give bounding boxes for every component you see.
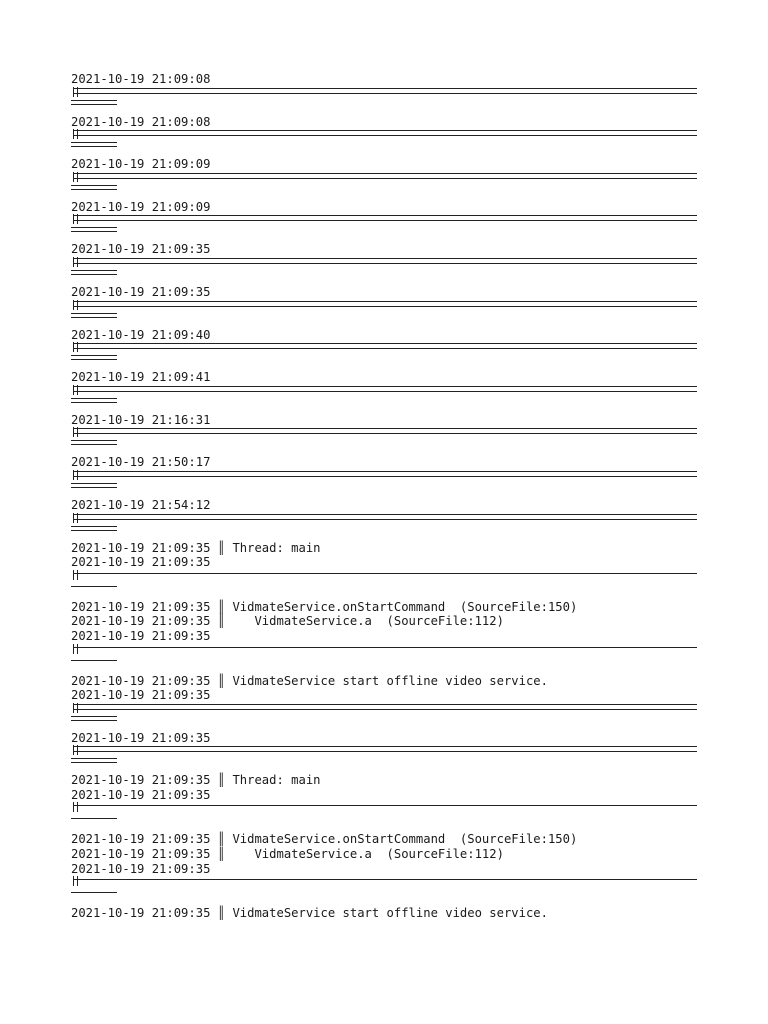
log-timestamp: 2021-10-19 21:09:35: [71, 614, 211, 629]
log-timestamp: 2021-10-19 21:09:35: [71, 599, 211, 614]
log-thread: Thread: main: [232, 773, 321, 788]
log-timestamp: 2021-10-19 21:09:08: [71, 72, 211, 86]
single-divider: [71, 802, 697, 818]
log-timestamp: 2021-10-19 21:09:35: [71, 773, 211, 788]
log-timestamp: 2021-10-19 21:09:35: [71, 861, 211, 876]
log-view: [71, 72, 697, 921]
log-timestamp: 2021-10-19 21:09:35: [71, 906, 211, 921]
double-divider: [71, 300, 697, 316]
double-divider: [71, 385, 697, 401]
log-thread: Thread: main: [232, 540, 321, 555]
log-stack-frame: VidmateService.onStartCommand (SourceFile:150): [232, 832, 578, 847]
log-timestamp: 2021-10-19 21:16:31: [71, 412, 211, 427]
log-separator: ║: [217, 847, 226, 862]
log-timestamp: 2021-10-19 21:09:35: [71, 555, 211, 570]
log-timestamp: 2021-10-19 21:09:35: [71, 540, 211, 555]
log-separator: ║: [217, 599, 226, 614]
log-message: VidmateService start offline video service.: [232, 906, 548, 921]
log-stack-frame: VidmateService.a (SourceFile:112): [232, 614, 504, 629]
double-divider: [71, 427, 697, 443]
log-stack-frame: VidmateService.a (SourceFile:112): [232, 847, 504, 862]
log-timestamp: 2021-10-19 21:09:41: [71, 370, 211, 385]
double-divider: [71, 172, 697, 188]
log-separator: ║: [217, 673, 226, 688]
log-line-thread: [71, 541, 697, 556]
log-message: VidmateService start offline video service.: [232, 673, 548, 688]
log-line-stack: [71, 600, 697, 615]
log-timestamp: 2021-10-19 21:54:12: [71, 497, 211, 512]
log-line-thread: [71, 773, 697, 788]
double-divider: [71, 257, 697, 273]
log-timestamp: 2021-10-19 21:09:40: [71, 327, 211, 342]
log-separator: ║: [217, 773, 226, 788]
log-timestamp: 2021-10-19 21:09:35: [71, 284, 211, 299]
log-timestamp: 2021-10-19 21:09:35: [71, 730, 211, 745]
log-line-message: [71, 906, 697, 921]
double-divider: [71, 470, 697, 486]
double-divider: [71, 129, 697, 145]
double-divider: [71, 513, 697, 529]
single-divider: [71, 644, 697, 660]
double-divider: [71, 745, 697, 761]
log-separator: ║: [217, 832, 226, 847]
log-timestamp: 2021-10-19 21:50:17: [71, 455, 211, 470]
single-divider: [71, 570, 697, 586]
log-timestamp: 2021-10-19 21:09:35: [71, 628, 211, 643]
log-separator: ║: [217, 614, 226, 629]
log-line-stack: [71, 614, 697, 629]
double-divider: [71, 703, 697, 719]
double-divider: [71, 214, 697, 230]
log-timestamp: 2021-10-19 21:09:35: [71, 847, 211, 862]
double-divider: [71, 87, 697, 103]
log-stack-frame: VidmateService.onStartCommand (SourceFile:150): [232, 599, 578, 614]
log-timestamp: 2021-10-19 21:09:35: [71, 787, 211, 802]
log-timestamp: 2021-10-19 21:09:35: [71, 832, 211, 847]
log-timestamp: 2021-10-19 21:09:08: [71, 114, 211, 129]
log-timestamp: 2021-10-19 21:09:35: [71, 242, 211, 257]
log-line-message: [71, 674, 697, 689]
log-timestamp: 2021-10-19 21:09:09: [71, 199, 211, 214]
log-line-stack: [71, 847, 697, 862]
log-timestamp: 2021-10-19 21:09:09: [71, 157, 211, 172]
log-timestamp: 2021-10-19 21:09:35: [71, 688, 211, 703]
log-separator: ║: [217, 906, 226, 921]
double-divider: [71, 342, 697, 358]
log-line-stack: [71, 832, 697, 847]
log-timestamp: 2021-10-19 21:09:35: [71, 673, 211, 688]
single-divider: [71, 876, 697, 892]
log-separator: ║: [217, 540, 226, 555]
